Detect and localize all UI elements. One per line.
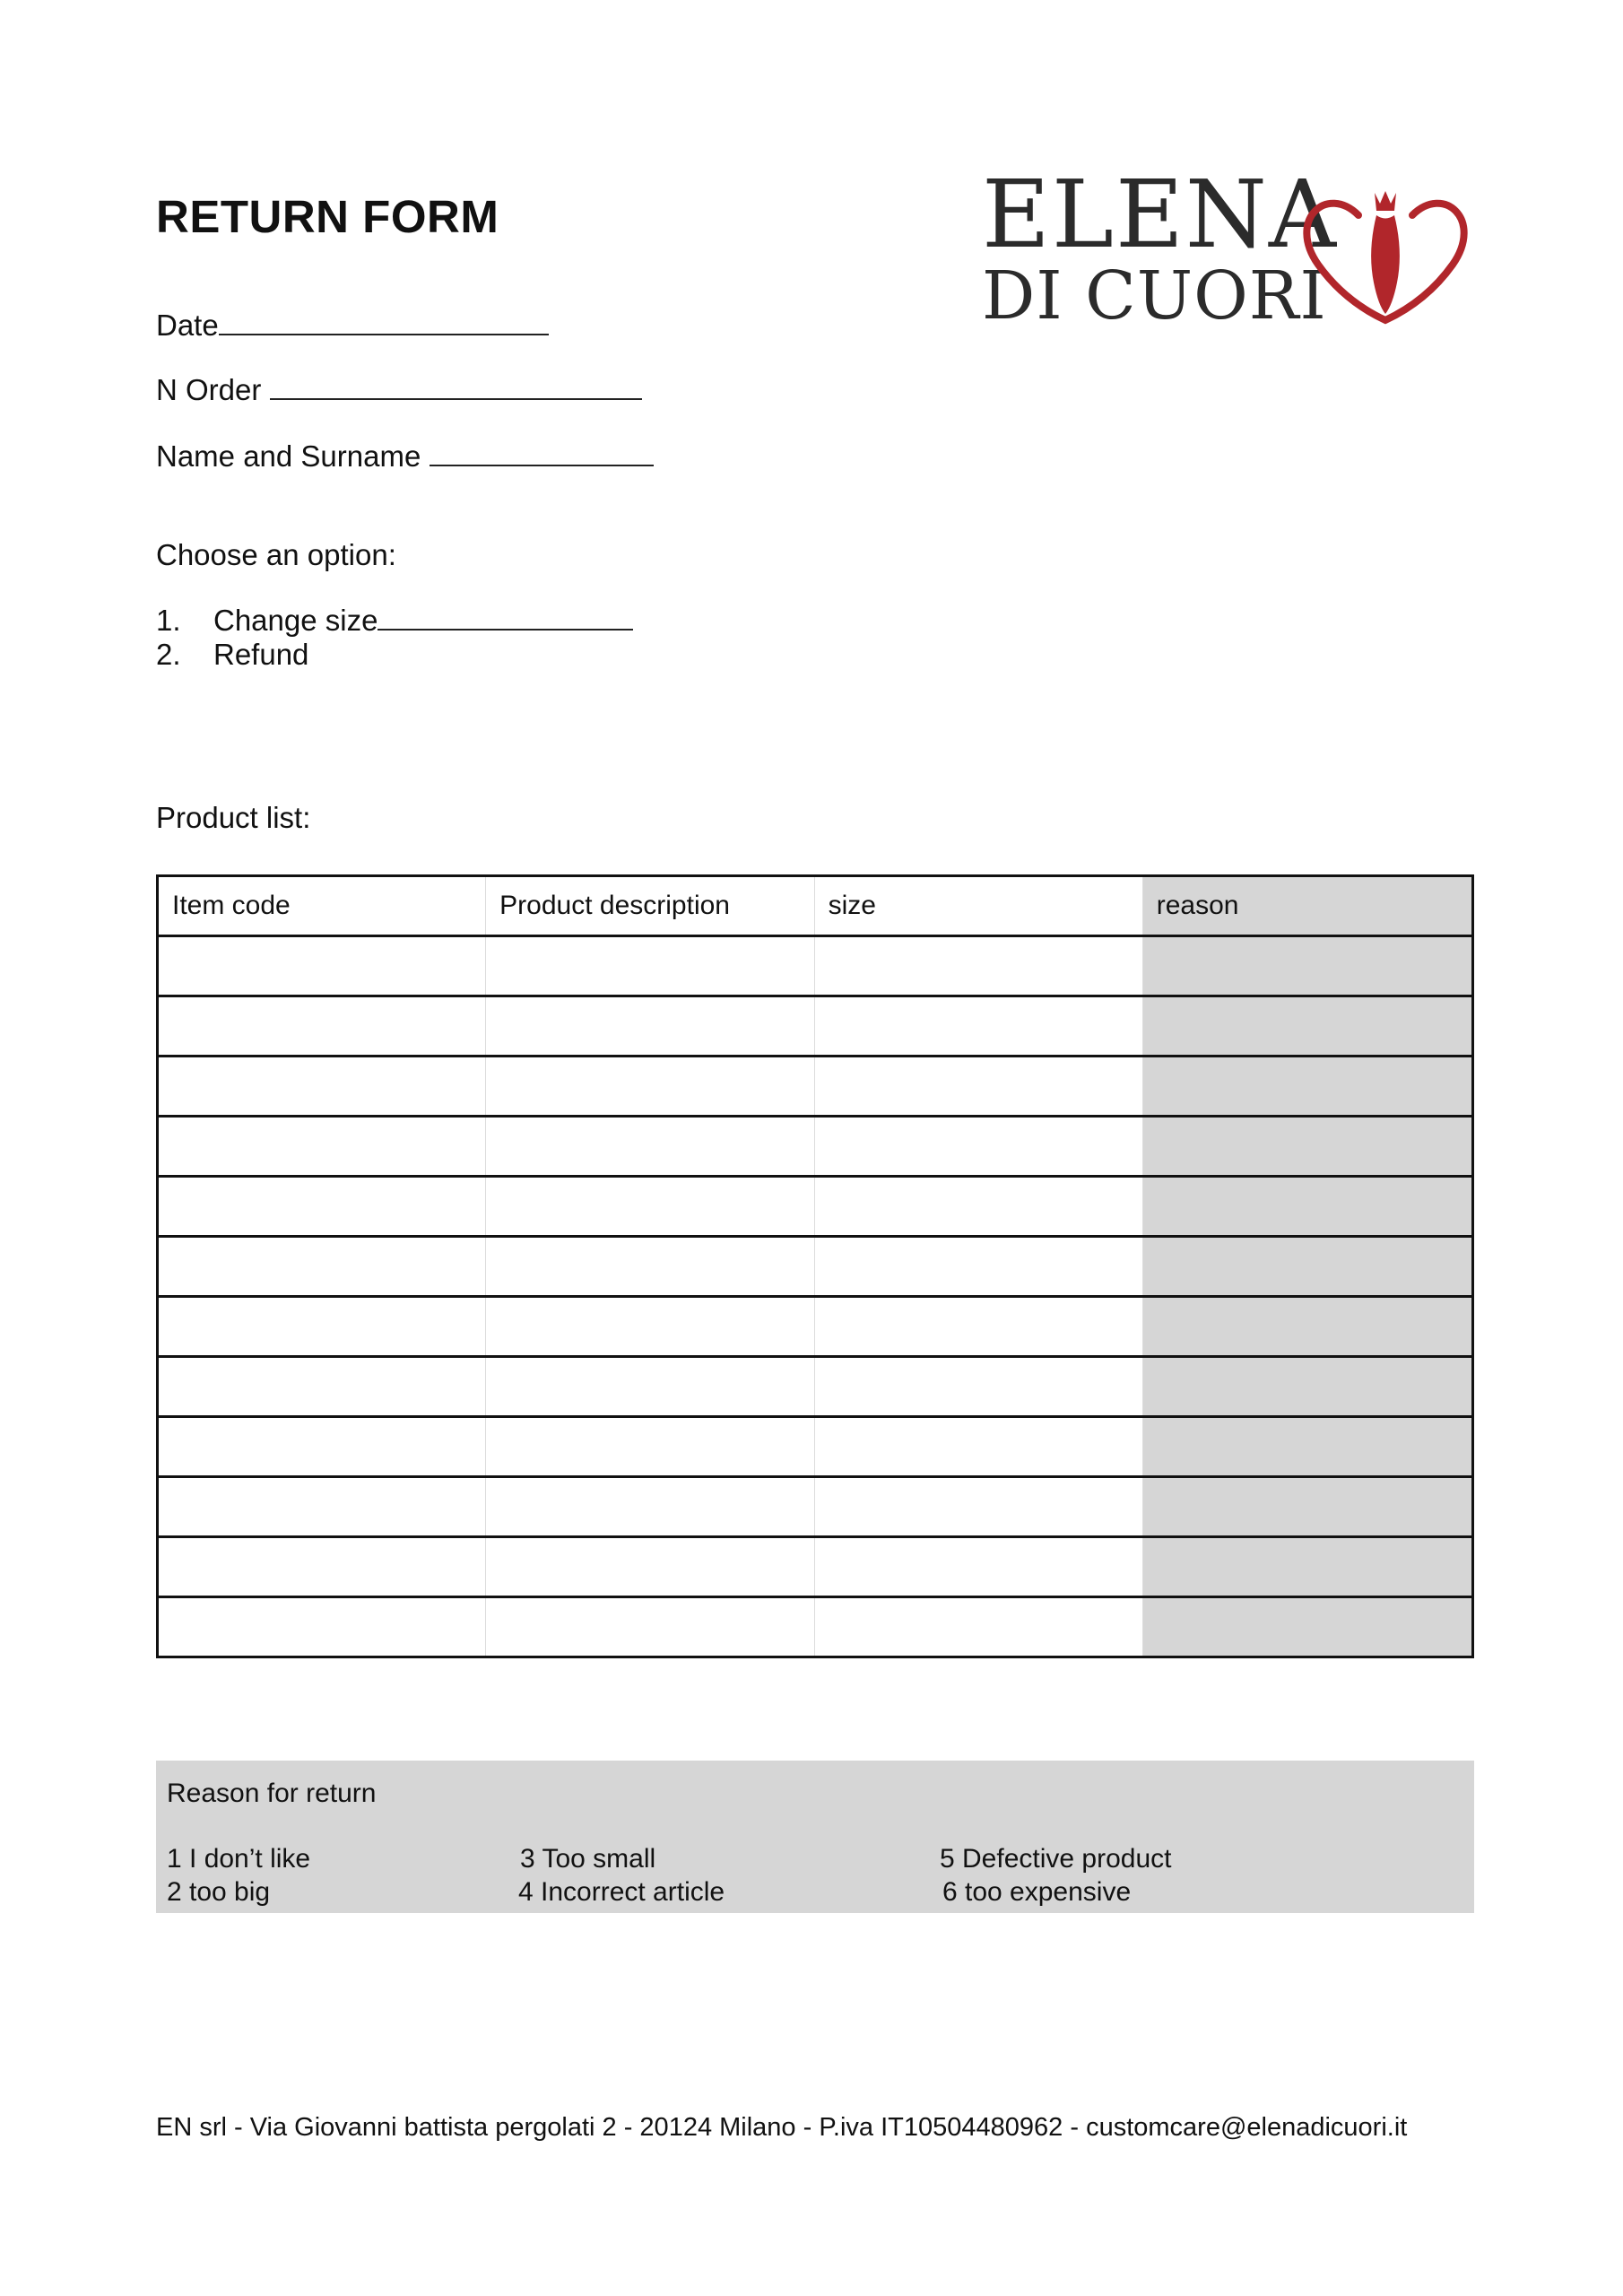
table-row[interactable] (158, 1417, 1473, 1477)
reason-item: 2 too big (167, 1877, 271, 1907)
item-code-cell[interactable] (158, 1597, 486, 1657)
table-row[interactable] (158, 1537, 1473, 1597)
product-description-cell[interactable] (486, 1417, 814, 1477)
order-number-input-line[interactable] (270, 373, 642, 400)
option-refund[interactable] (156, 637, 308, 673)
column-header: Product description (486, 876, 814, 936)
reason-cell[interactable] (1142, 1357, 1472, 1417)
option-label: Change size (213, 604, 378, 637)
reason-cell[interactable] (1142, 1537, 1472, 1597)
option-label: Refund (213, 638, 309, 671)
product-description-cell[interactable] (486, 996, 814, 1057)
item-code-cell[interactable] (158, 936, 486, 996)
size-cell[interactable] (814, 1477, 1142, 1537)
product-description-cell[interactable] (486, 1537, 814, 1597)
column-header: reason (1142, 876, 1472, 936)
product-description-cell[interactable] (486, 1057, 814, 1117)
product-description-cell[interactable] (486, 1357, 814, 1417)
reason-cell[interactable] (1142, 936, 1472, 996)
brand-line-2: DI CUORI (982, 257, 1327, 332)
reason-cell[interactable] (1142, 1117, 1472, 1177)
size-cell[interactable] (814, 1177, 1142, 1237)
product-description-cell[interactable] (486, 936, 814, 996)
option-number: 2. (156, 638, 181, 671)
size-cell[interactable] (814, 1537, 1142, 1597)
reason-item: 1 I don’t like (167, 1844, 311, 1874)
item-code-cell[interactable] (158, 1537, 486, 1597)
options-heading: Choose an option: (156, 538, 396, 571)
option-number: 1. (156, 604, 181, 637)
reason-cell[interactable] (1142, 996, 1472, 1057)
reason-legend (156, 1761, 1474, 1913)
reason-cell[interactable] (1142, 1177, 1472, 1237)
name-surname-field[interactable] (156, 439, 654, 474)
reason-cell[interactable] (1142, 1477, 1472, 1537)
item-code-cell[interactable] (158, 1477, 486, 1537)
reason-cell[interactable] (1142, 1057, 1472, 1117)
date-input-line[interactable] (219, 309, 549, 335)
column-header: size (814, 876, 1142, 936)
brand-logo (982, 166, 1484, 332)
product-table (156, 874, 1474, 1658)
size-cell[interactable] (814, 1297, 1142, 1357)
size-cell[interactable] (814, 996, 1142, 1057)
product-list-heading: Product list: (156, 801, 311, 834)
reason-item: 6 too expensive (942, 1877, 1132, 1907)
reason-cell[interactable] (1142, 1417, 1472, 1477)
table-row[interactable] (158, 1477, 1473, 1537)
item-code-cell[interactable] (158, 1177, 486, 1237)
product-description-cell[interactable] (486, 1297, 814, 1357)
name-surname-label: Name and Surname (156, 439, 421, 473)
option-change-size[interactable] (156, 603, 633, 639)
reason-cell[interactable] (1142, 1237, 1472, 1297)
product-description-cell[interactable] (486, 1117, 814, 1177)
reason-cell[interactable] (1142, 1297, 1472, 1357)
table-row[interactable] (158, 1117, 1473, 1177)
table-row[interactable] (158, 1057, 1473, 1117)
size-cell[interactable] (814, 1117, 1142, 1177)
order-number-label: N Order (156, 373, 262, 406)
reason-cell[interactable] (1142, 1597, 1472, 1657)
item-code-cell[interactable] (158, 1297, 486, 1357)
size-cell[interactable] (814, 1057, 1142, 1117)
reason-item: 5 Defective product (940, 1844, 1172, 1874)
name-surname-input-line[interactable] (430, 439, 654, 466)
brand-line-1: ELENA (982, 166, 1339, 269)
table-row[interactable] (158, 1597, 1473, 1657)
size-cell[interactable] (814, 1417, 1142, 1477)
size-cell[interactable] (814, 1357, 1142, 1417)
change-size-input-line[interactable] (378, 604, 633, 631)
column-header: Item code (172, 891, 291, 920)
table-row[interactable] (158, 1297, 1473, 1357)
item-code-cell[interactable] (158, 1117, 486, 1177)
reason-item: 4 Incorrect article (518, 1877, 725, 1907)
item-code-cell[interactable] (158, 996, 486, 1057)
date-label: Date (156, 309, 219, 342)
date-field[interactable] (156, 308, 549, 344)
order-number-field[interactable] (156, 372, 642, 408)
size-cell[interactable] (814, 936, 1142, 996)
table-row[interactable] (158, 1237, 1473, 1297)
table-row[interactable] (158, 1177, 1473, 1237)
table-row[interactable] (158, 996, 1473, 1057)
product-description-cell[interactable] (486, 1177, 814, 1237)
page-title: RETURN FORM (156, 191, 499, 242)
item-code-cell[interactable] (158, 1057, 486, 1117)
product-description-cell[interactable] (486, 1477, 814, 1537)
reason-legend-title: Reason for return (167, 1779, 377, 1808)
size-cell[interactable] (814, 1597, 1142, 1657)
table-row[interactable] (158, 936, 1473, 996)
item-code-cell[interactable] (158, 1237, 486, 1297)
item-code-cell[interactable] (158, 1417, 486, 1477)
reason-item: 3 Too small (520, 1844, 656, 1874)
size-cell[interactable] (814, 1237, 1142, 1297)
product-description-cell[interactable] (486, 1597, 814, 1657)
footer-company-info: EN srl - Via Giovanni battista pergolati 2 - 20124 Milano - P.iva IT10504480962 - customcare@elenadicuori.it (156, 2113, 1408, 2142)
table-row[interactable] (158, 1357, 1473, 1417)
table-header-row (158, 876, 1473, 936)
product-description-cell[interactable] (486, 1237, 814, 1297)
item-code-cell[interactable] (158, 1357, 486, 1417)
